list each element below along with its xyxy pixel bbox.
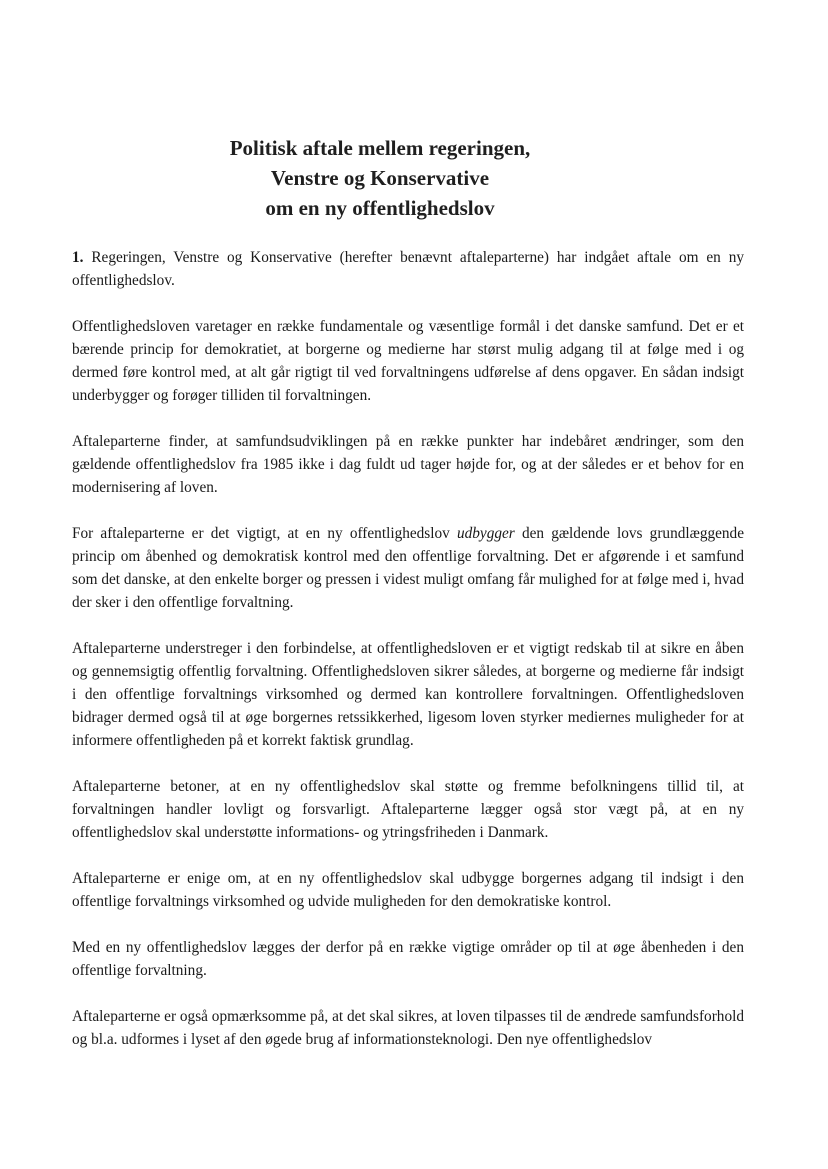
paragraph-4-emphasis: udbygger bbox=[456, 525, 515, 542]
paragraph-4-after: den gældende lovs grundlæggende princip om åbenhed og demokratisk kontrol med den offentlige forvaltning. Det er afgørende i et samfund som det danske, at den enkelte borger og pressen i videst muligt omfang får mulighed for at følge med i, hvad der sker i den offentlige forvaltning. bbox=[72, 525, 744, 611]
paragraph-4 bbox=[72, 522, 744, 614]
paragraph-1-text: Regeringen, Venstre og Konservative (herefter benævnt aftaleparterne) har indgået aftale om en ny offentlighedslov. bbox=[72, 249, 744, 289]
paragraph-8: Med en ny offentlighedslov lægges der derfor på en række vigtige områder op til at øge åbenheden i den offentlige forvaltning. bbox=[72, 939, 744, 979]
paragraph-2: Offentlighedsloven varetager en række fundamentale og væsentlige formål i det danske samfund. Det er et bærende princip for demokratiet, at borgerne og medierne har størst mulig adgang til at følge med i og dermed føre kontrol med, at alt går rigtigt til ved forvaltningens udførelse af dens opgaver. En sådan indsigt underbygger og forøger tilliden til forvaltningen. bbox=[72, 318, 744, 404]
title-line-2: Venstre og Konservative bbox=[270, 166, 490, 190]
paragraph-5: Aftaleparterne understreger i den forbindelse, at offentlighedsloven er et vigtigt redskab til at sikre en åben og gennemsigtig offentlig forvaltning. Offentlighedsloven sikrer således, at borgerne og medierne får indsigt i den offentlige forvaltnings virksomhed og dermed kan kontrollere forvaltningen. Offentlighedsloven bidrager dermed også til at øge borgernes retssikkerhed, ligesom loven styrker mediernes muligheder for at informere offentligheden på et korrekt faktisk grundlag. bbox=[72, 640, 744, 749]
document-body bbox=[72, 246, 744, 1074]
paragraph-9: Aftaleparterne er også opmærksomme på, at det skal sikres, at loven tilpasses til de ændrede samfundsforhold og bl.a. udformes i lyset af den øgede brug af informationsteknologi. Den nye offentlighedslov bbox=[72, 1008, 744, 1048]
paragraph-4-before: For aftaleparterne er det vigtigt, at en ny offentlighedslov bbox=[72, 525, 457, 542]
paragraph-7: Aftaleparterne er enige om, at en ny offentlighedslov skal udbygge borgernes adgang til indsigt i den offentlige forvaltnings virksomhed og udvide muligheden for den demokratiske kontrol. bbox=[72, 870, 744, 910]
paragraph-6: Aftaleparterne betoner, at en ny offentlighedslov skal støtte og fremme befolkningens tillid til, at forvaltningen handler lovligt og forsvarligt. Aftaleparterne lægger også stor vægt på, at en ny offentlighedslov skal understøtte informations- og ytringsfriheden i Danmark. bbox=[72, 778, 744, 841]
title-line-1: Politisk aftale mellem regeringen, bbox=[229, 136, 531, 160]
document-title bbox=[0, 133, 760, 223]
title-line-3: om en ny offentlighedslov bbox=[265, 196, 495, 220]
paragraph-number: 1. bbox=[72, 249, 84, 266]
paragraph-3: Aftaleparterne finder, at samfundsudviklingen på en række punkter har indebåret ændringer, som den gældende offentlighedslov fra 1985 ikke i dag fuldt ud tager højde for, og at der således er et behov for en modernisering af loven. bbox=[72, 433, 744, 496]
paragraph-1 bbox=[72, 246, 744, 292]
